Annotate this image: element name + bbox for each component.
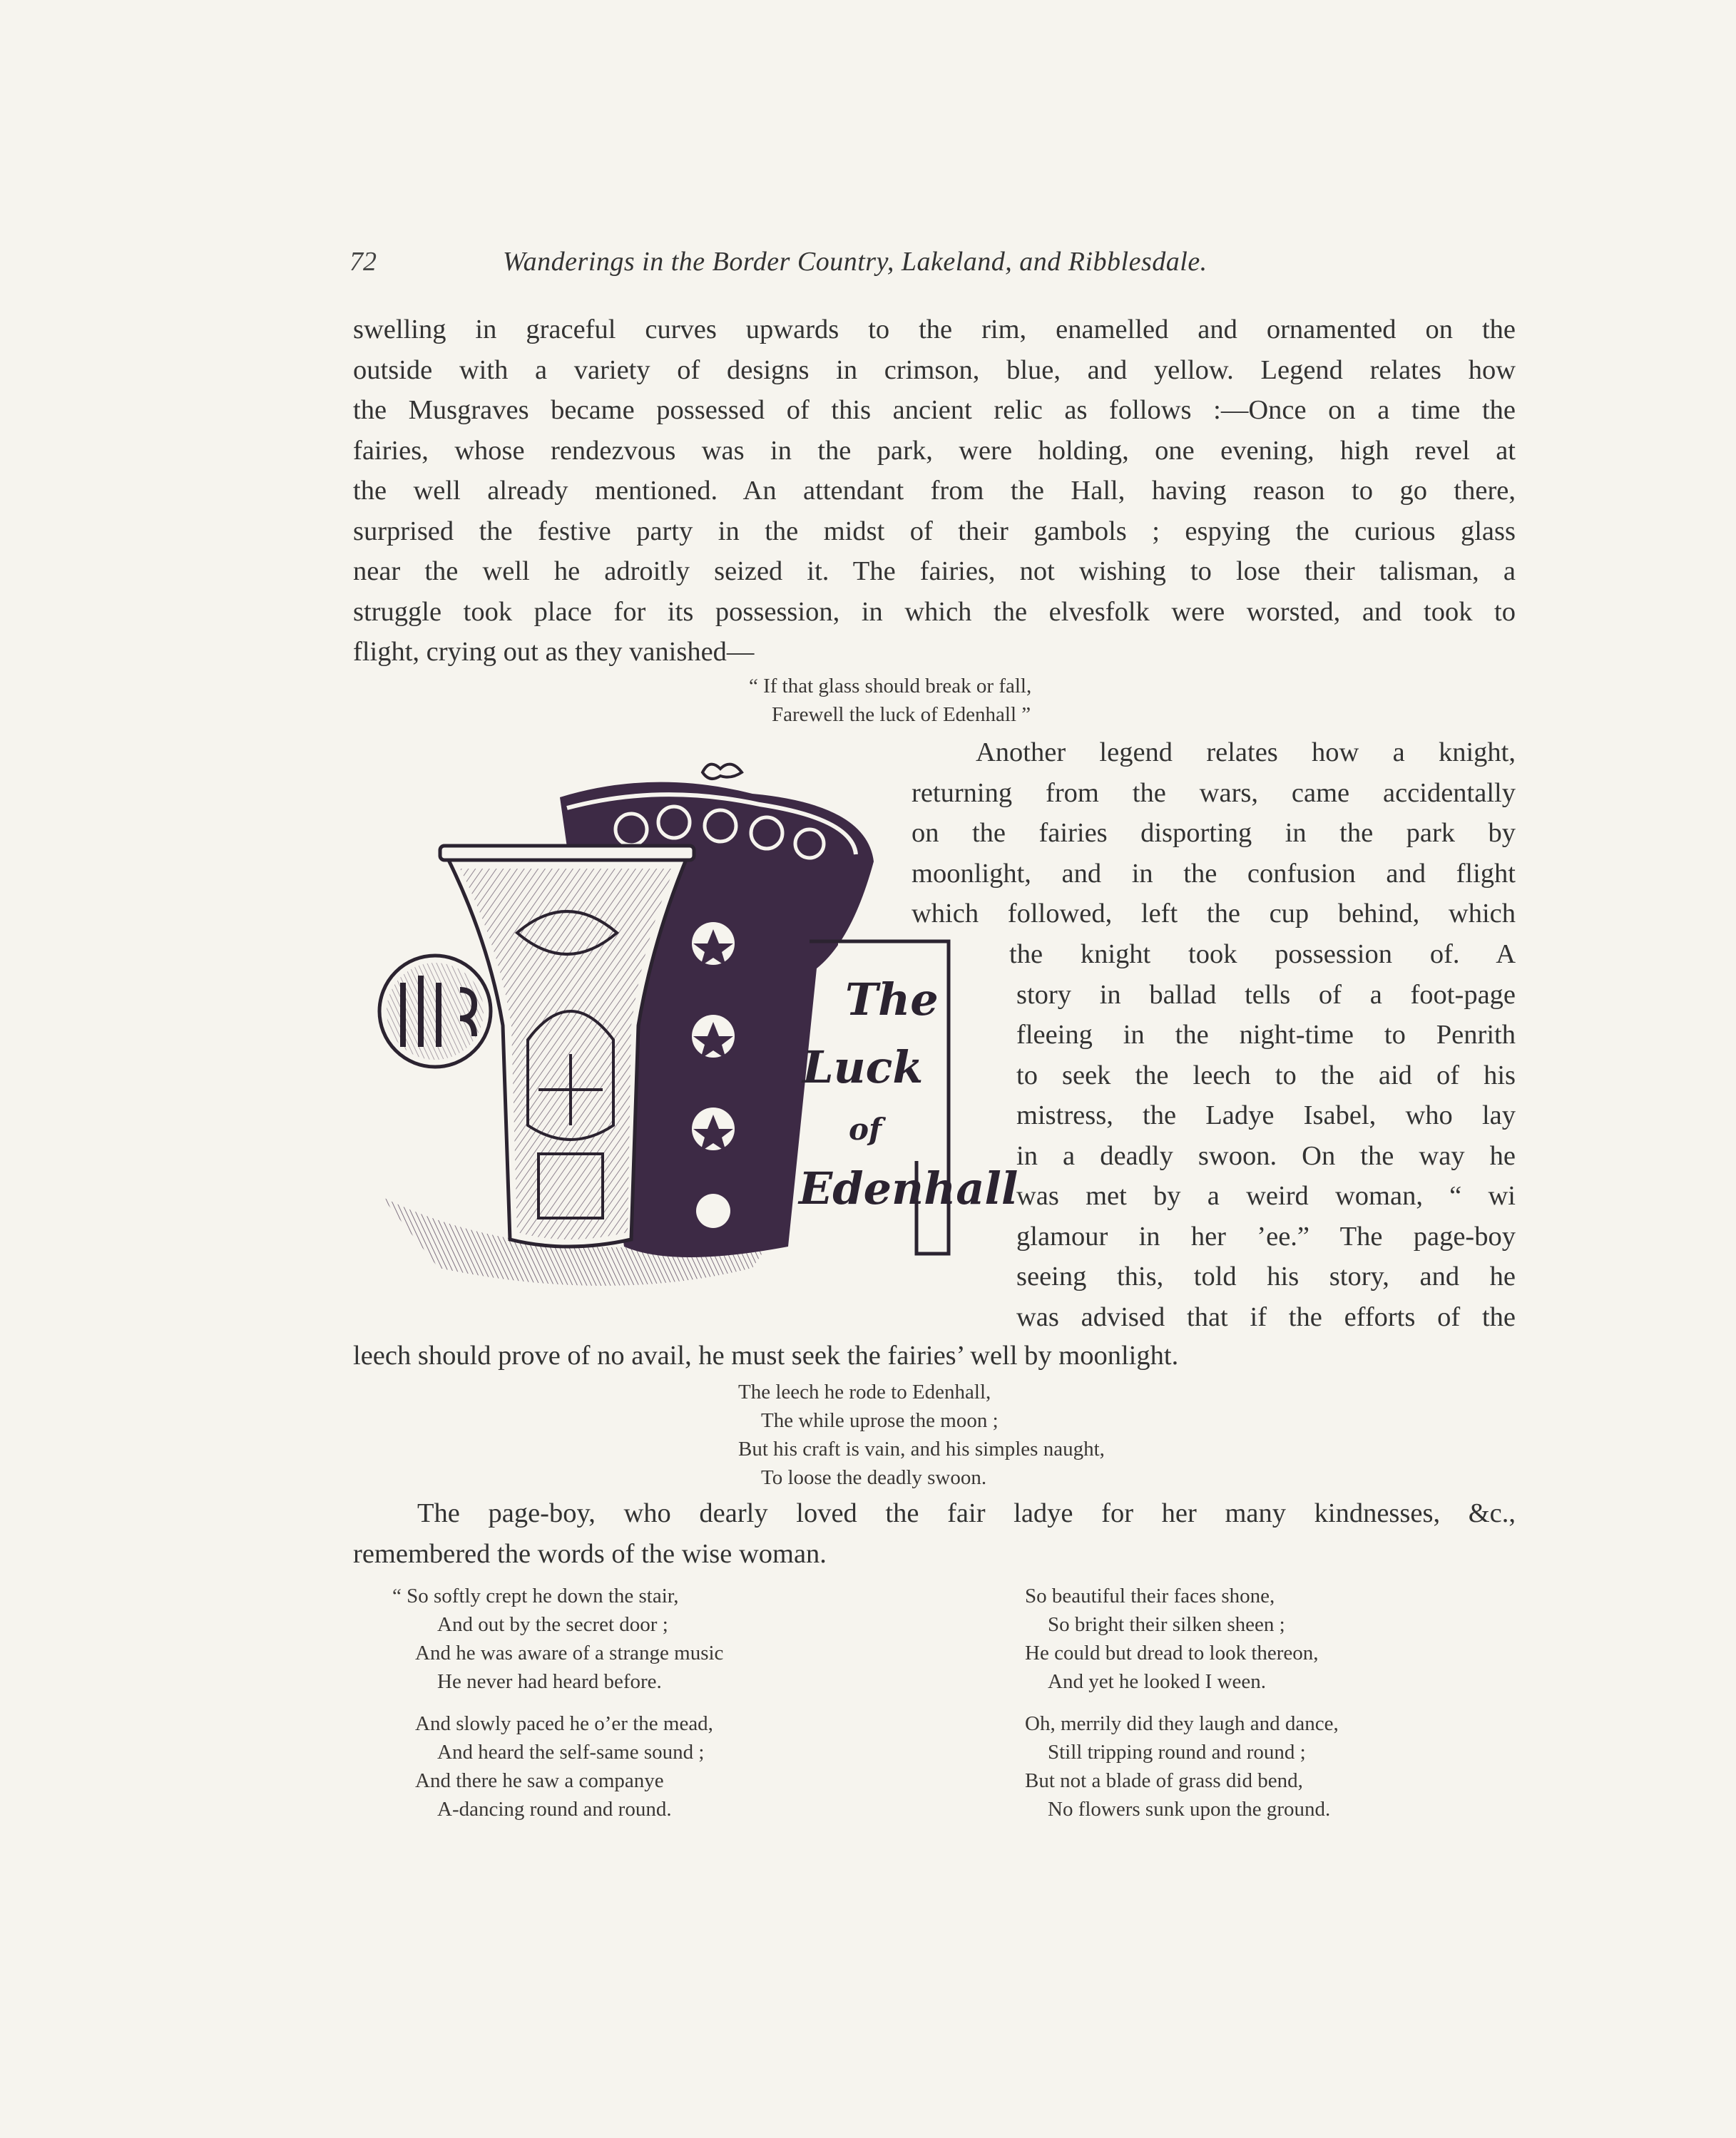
caption-word: of [849, 1112, 882, 1147]
text-line: which followed, left the cup behind, which [912, 899, 1516, 929]
wrap-text-lower [1009, 934, 1516, 1337]
ballad-stanza [392, 1582, 723, 1696]
text-line: flight, crying out as they vanished— [353, 637, 755, 667]
text-line: struggle took place for its possession, in which the elvesfolk were worsted, and took to [353, 596, 1516, 627]
text-line: the well already mentioned. An attendant from the Hall, having reason to go there, [353, 476, 1516, 506]
verse-line: A-dancing round and round. [437, 1798, 672, 1821]
text-line: moonlight, and in the confusion and flight [912, 858, 1516, 889]
verse-line: But not a blade of grass did bend, [1025, 1769, 1303, 1792]
text-line: seeing this, told his story, and he [1016, 1262, 1516, 1292]
verse-line: Still tripping round and round ; [1048, 1741, 1306, 1764]
text-line: in a deadly swoon. On the way he [1016, 1140, 1516, 1171]
verse-line: “ If that glass should break or fall, [749, 675, 1032, 697]
verse-line: To loose the deadly swoon. [761, 1466, 987, 1489]
text-line: swelling in graceful curves upwards to the rim, enamelled and ornamented on the [353, 314, 1516, 344]
text-line: surprised the festive party in the midst of their gambols ; espying the curious glass [353, 516, 1516, 546]
text-line: the knight took possession of. A [1009, 939, 1516, 969]
caption-word: The [845, 973, 939, 1025]
running-title: Wanderings in the Border Country, Lakeland, and Ribblesdale. [503, 247, 1207, 277]
verse-line: And yet he looked I ween. [1048, 1670, 1267, 1693]
verse-line: The while uprose the moon ; [761, 1409, 999, 1432]
text-line: was met by a weird woman, “ wi [1016, 1181, 1516, 1211]
verse-line: So bright their silken sheen ; [1048, 1613, 1285, 1636]
text-line: fairies, whose rendezvous was in the park, were holding, one evening, high revel at [353, 435, 1516, 466]
text-line: to seek the leech to the aid of his [1016, 1060, 1516, 1090]
verse-line: And he was aware of a strange music [415, 1642, 724, 1664]
verse-line: So beautiful their faces shone, [1025, 1585, 1275, 1607]
verse-line: He never had heard before. [437, 1670, 662, 1693]
text-line: near the well he adroitly seized it. The fairies, not wishing to lose their talisman, a [353, 556, 1516, 586]
ballad-right-column [1025, 1582, 1339, 1824]
text-line: outside with a variety of designs in crimson, blue, and yellow. Legend relates how [353, 354, 1516, 385]
wrap-text-upper [912, 732, 1516, 934]
verse-line: And heard the self-same sound ; [437, 1741, 705, 1764]
verse-line: No flowers sunk upon the ground. [1048, 1798, 1331, 1821]
text-line: The page-boy, who dearly loved the fair ladye for her many kindnesses, &c., [417, 1498, 1516, 1528]
text-line: glamour in her ’ee.” The page-boy [1016, 1221, 1516, 1252]
page-number: 72 [349, 247, 377, 277]
text-line: the Musgraves became possessed of this ancient relic as follows :—Once on a time the [353, 395, 1516, 425]
verse-quote [749, 672, 1031, 729]
ballad-stanza [1025, 1709, 1339, 1824]
verse-line: And out by the secret door ; [437, 1613, 668, 1636]
paragraph-1 [353, 310, 1516, 672]
luck-of-edenhall-illustration [353, 755, 1018, 1325]
ballad-stanza [1025, 1582, 1339, 1696]
text-line: fleeing in the night-time to Penrith [1016, 1020, 1516, 1050]
caption-word: Luck [802, 1041, 924, 1093]
verse-line: He could but dread to look thereon, [1025, 1642, 1319, 1664]
verse-line: Farewell the luck of Edenhall ” [772, 703, 1031, 726]
verse-leech [738, 1378, 1105, 1492]
text-line: remembered the words of the wise woman. [353, 1538, 827, 1569]
text-line: was advised that if the efforts of the [1016, 1301, 1516, 1332]
verse-line: The leech he rode to Edenhall, [738, 1381, 991, 1403]
verse-line: But his craft is vain, and his simples naught, [738, 1438, 1105, 1461]
text-line: on the fairies disporting in the park by [912, 818, 1516, 848]
verse-line: And slowly paced he o’er the mead, [415, 1712, 713, 1735]
verse-line: “ So softly crept he down the stair, [392, 1585, 679, 1607]
text-line: mistress, the Ladye Isabel, who lay [1016, 1100, 1516, 1130]
text-line: story in ballad tells of a foot-page [1016, 979, 1516, 1010]
text-line: returning from the wars, came accidentally [912, 777, 1516, 808]
text-line: Another legend relates how a knight, [976, 737, 1516, 767]
wrap-text-tail: leech should prove of no avail, he must seek the fairies’ well by moonlight. [353, 1341, 1179, 1371]
ballad-stanza [392, 1709, 723, 1824]
ballad-left-column [392, 1582, 723, 1824]
verse-line: And there he saw a companye [415, 1769, 664, 1792]
caption-word: Edenhall [799, 1162, 1018, 1214]
verse-line: Oh, merrily did they laugh and dance, [1025, 1712, 1339, 1735]
paragraph-2 [353, 1493, 1516, 1574]
